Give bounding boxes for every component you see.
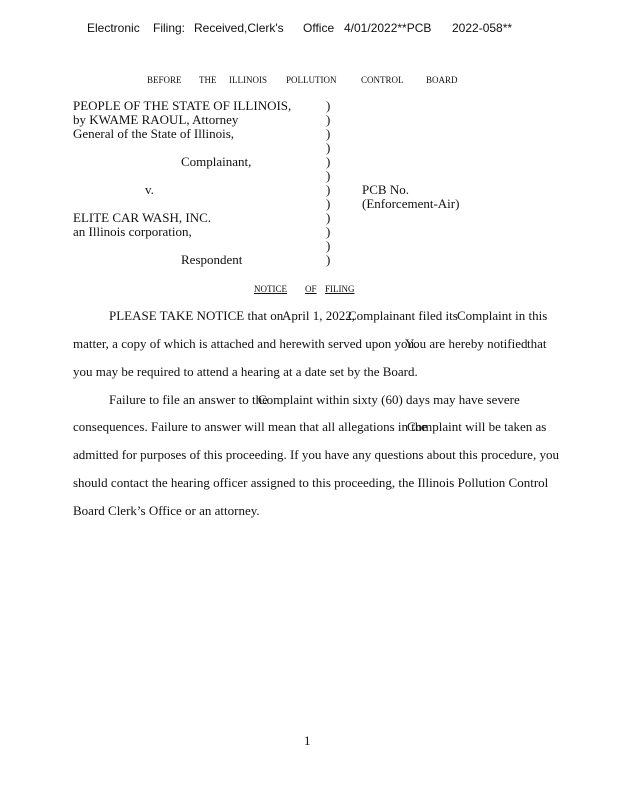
- respondent-line: ELITE CAR WASH, INC.: [73, 210, 212, 225]
- plaintiff-line: General of the State of Illinois,: [73, 126, 235, 141]
- body-text: Complainant filed its: [348, 308, 458, 323]
- body-text: admitted for purposes of this proceeding. If you have any questions about this procedure, you: [73, 447, 559, 462]
- caption-paren: ): [326, 238, 331, 253]
- notice-word: OF: [305, 284, 317, 294]
- board-word: BOARD: [426, 75, 458, 85]
- notice-word: NOTICE: [254, 284, 287, 294]
- body-text: You are hereby notified: [405, 336, 528, 351]
- board-word: POLLUTION: [286, 75, 337, 85]
- caption-paren: ): [326, 112, 331, 127]
- plaintiff-line: PEOPLE OF THE STATE OF ILLINOIS,: [73, 98, 292, 113]
- body-text: should contact the hearing officer assigned to this proceeding, the Illinois Pollution Control: [73, 475, 549, 490]
- caption-paren: ): [326, 182, 331, 197]
- board-word: BEFORE: [147, 75, 182, 85]
- caption-paren: ): [326, 224, 331, 239]
- body-text: you may be required to attend a hearing at a date set by the Board.: [73, 364, 418, 379]
- notice-word: FILING: [325, 284, 355, 294]
- plaintiff-line: by KWAME RAOUL, Attorney: [73, 112, 239, 127]
- body-text: Board Clerk’s Office or an attorney.: [73, 503, 260, 518]
- respondent-label: Respondent: [181, 252, 243, 267]
- caption-paren: ): [326, 154, 331, 169]
- body-text: consequences. Failure to answer will mean that all allegations in the: [73, 419, 428, 434]
- respondent-line: an Illinois corporation,: [73, 224, 192, 239]
- board-word: CONTROL: [361, 75, 404, 85]
- page-number: 1: [304, 733, 311, 748]
- header-word: Filing:: [153, 21, 186, 35]
- board-word: THE: [199, 75, 217, 85]
- header-word: Office: [303, 21, 335, 35]
- complainant-label: Complainant,: [181, 154, 252, 169]
- board-word: ILLINOIS: [229, 75, 267, 85]
- body-text: PLEASE TAKE NOTICE that on: [109, 308, 284, 323]
- header-word: 4/01/2022**PCB: [344, 21, 432, 35]
- caption-paren: ): [326, 126, 331, 141]
- pcb-number-label: PCB No.: [362, 182, 409, 197]
- caption-paren: ): [326, 98, 331, 113]
- header-word: Electronic: [87, 21, 140, 35]
- caption-paren: ): [326, 210, 331, 225]
- header-word: Received,Clerk's: [194, 21, 284, 35]
- body-text: matter, a copy of which is attached and herewith served upon you.: [73, 336, 418, 351]
- body-text: Complaint in this: [457, 308, 548, 323]
- caption-paren: ): [326, 196, 331, 211]
- body-text: Complaint within sixty (60) days may have severe: [258, 392, 520, 407]
- body-text: April 1, 2022,: [282, 308, 355, 323]
- versus-label: v.: [145, 182, 154, 197]
- caption-paren: ): [326, 140, 331, 155]
- body-text: that: [527, 336, 547, 351]
- caption-paren: ): [326, 252, 331, 267]
- caption-paren: ): [326, 168, 331, 183]
- enforcement-label: (Enforcement-Air): [362, 196, 460, 211]
- header-word: 2022-058**: [452, 21, 513, 35]
- body-text: Failure to file an answer to the: [109, 392, 268, 407]
- body-text: Complaint will be taken as: [407, 419, 547, 434]
